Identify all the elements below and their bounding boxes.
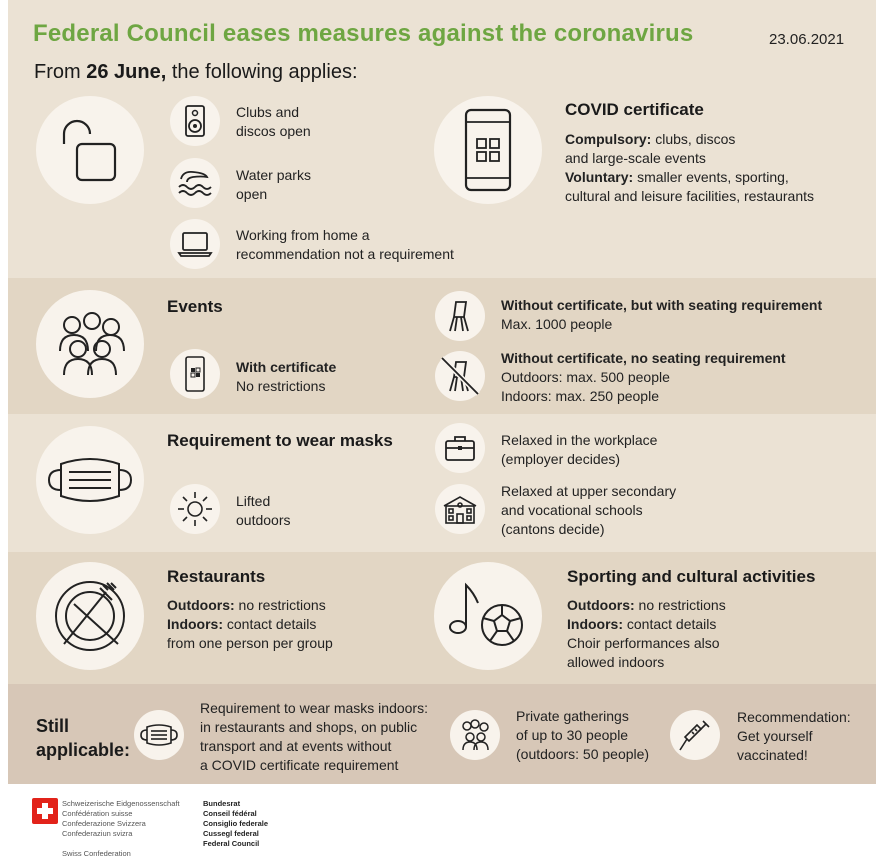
masks-heading: Requirement to wear masks [167, 431, 393, 450]
homeoffice-text: Working from home a recommendation not a requirement [236, 227, 454, 262]
footer-federal-council: Bundesrat Conseil fédéral Consiglio federale Cussegl federal Federal Council [203, 799, 269, 848]
clubs-text: Clubs and discos open [236, 104, 311, 139]
publication-date: 23.06.2021 [769, 31, 845, 48]
waterparks-text: Water parks open [236, 167, 311, 202]
water-slide-icon [170, 158, 220, 208]
seating-text: Without certificate, but with seating requirement Max. 1000 people [501, 297, 823, 332]
sport-heading: Sporting and cultural activities [567, 567, 816, 586]
infographic [8, 0, 876, 864]
footer-confederation-names: Schweizerische Eidgenossenschaft Confédération suisse Confederazione Svizzera Confederaziun svizra [62, 799, 180, 838]
certificate-heading: COVID certificate [565, 100, 704, 119]
still-vaccine-text: Recommendation: Get yourself vaccinated! [737, 709, 851, 763]
certificate-text: Compulsory: clubs, discos and large-scale events Voluntary: smaller events, sporting, cultural and leisure facilities, restaurants [565, 131, 815, 204]
crowd-icon [36, 290, 144, 398]
swiss-cross-logo [32, 798, 58, 824]
no-chair-icon [435, 351, 485, 401]
still-gatherings-text: Private gatherings of up to 30 people (outdoors: 50 people) [516, 708, 650, 762]
schools-text: Relaxed at upper secondary and vocational schools (cantons decide) [501, 483, 677, 537]
sun-icon [170, 484, 220, 534]
no-seating-text: Without certificate, no seating requirement Outdoors: max. 500 people Indoors: max. 250 people [501, 350, 786, 404]
with-certificate-text: With certificate No restrictions [236, 359, 337, 394]
sport-text: Outdoors: no restrictions Indoors: contact details Choir performances also allowed indoors [567, 597, 726, 670]
lifted-text: Lifted outdoors [236, 493, 291, 528]
mask-small-icon [134, 710, 184, 760]
group-people-icon [450, 710, 500, 760]
face-mask-icon [36, 426, 144, 534]
syringe-icon [670, 710, 720, 760]
still-applicable-label: Still applicable: [36, 716, 131, 760]
events-heading: Events [167, 297, 223, 316]
unlocked-padlock-icon [36, 96, 144, 204]
chair-icon [435, 291, 485, 341]
briefcase-icon [435, 423, 485, 473]
restaurants-heading: Restaurants [167, 567, 266, 586]
laptop-icon [170, 219, 220, 269]
restaurants-text: Outdoors: no restrictions Indoors: contact details from one person per group [167, 597, 333, 651]
footer-swiss-confederation: Swiss Confederation [62, 849, 131, 858]
plate-cutlery-icon [36, 562, 144, 670]
music-football-icon [434, 562, 542, 670]
smartphone-qr-icon [434, 96, 542, 204]
speaker-icon [170, 96, 220, 146]
page-title: Federal Council eases measures against the coronavirus [33, 20, 694, 47]
still-masks-text: Requirement to wear masks indoors: in restaurants and shops, on public transport and at events without a COVID certificate requirement [200, 700, 428, 773]
workplace-text: Relaxed in the workplace (employer decides) [501, 432, 658, 467]
page-subtitle: From 26 June, the following applies: [34, 61, 358, 83]
phone-certificate-icon [170, 349, 220, 399]
school-building-icon [435, 484, 485, 534]
